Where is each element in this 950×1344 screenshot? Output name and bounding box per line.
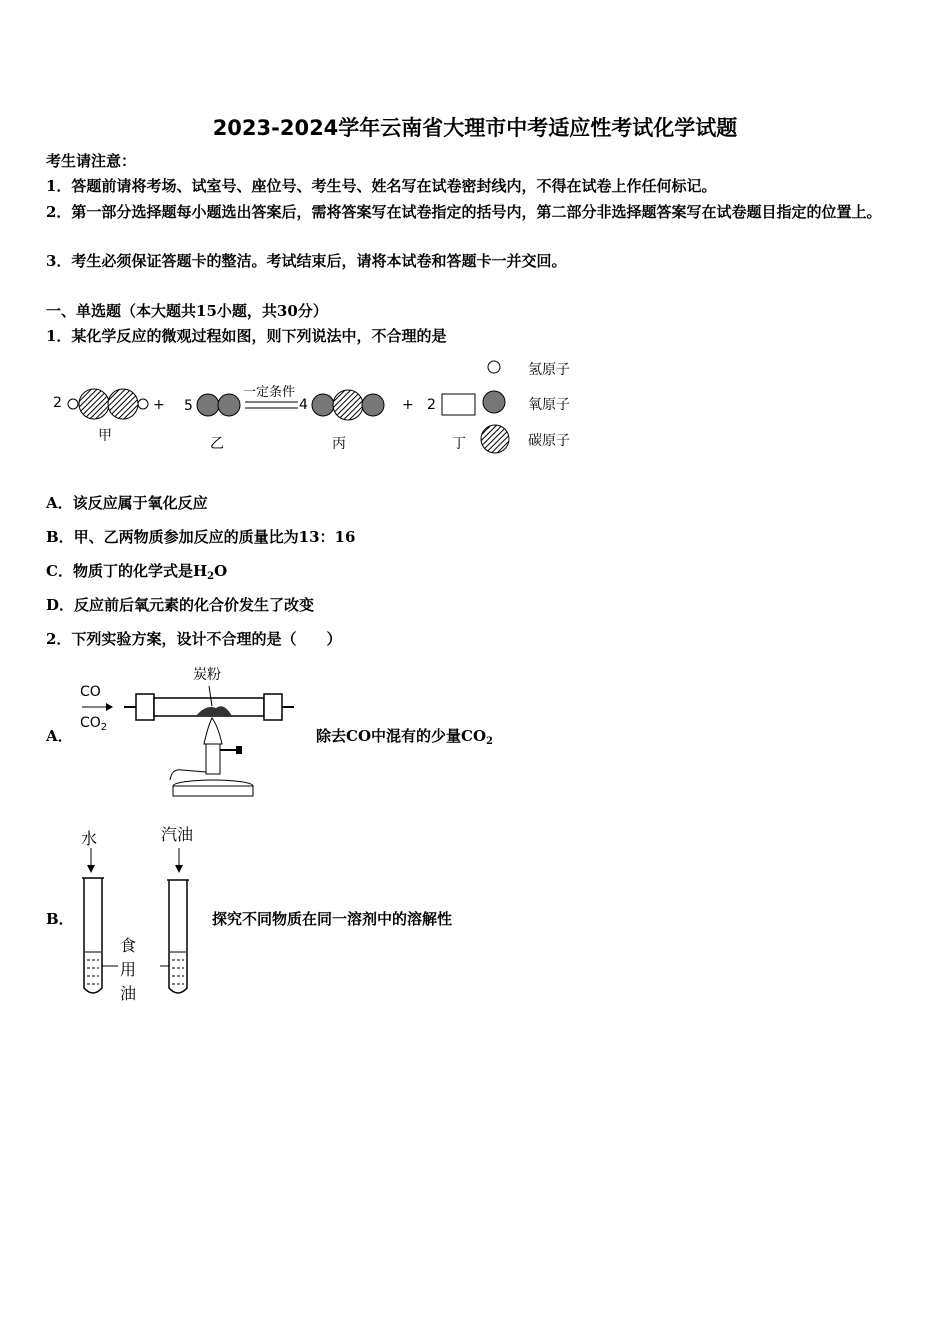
legend-o-label: 氧原子 bbox=[528, 397, 570, 413]
section-heading: 一、单选题（本大题共15小题，共30分） bbox=[46, 302, 328, 320]
notice-item-1: 1．答题前请将考场、试室号、座位号、考生号、姓名写在试卷密封线内，不得在试卷上作任何标记。 bbox=[46, 177, 717, 195]
page-title: 2023-2024学年云南省大理市中考适应性考试化学试题 bbox=[212, 116, 738, 140]
reaction-diagram bbox=[40, 355, 600, 460]
apparatus-a bbox=[76, 660, 306, 805]
q2-a-label: A． bbox=[46, 727, 73, 745]
o-atom bbox=[218, 394, 240, 416]
reaction-condition: 一定条件 bbox=[243, 385, 296, 400]
o-atom bbox=[362, 394, 384, 416]
h-atom bbox=[68, 399, 78, 409]
legend-c-label: 碳原子 bbox=[528, 433, 570, 449]
plus-2: + bbox=[402, 397, 414, 413]
c-atom bbox=[333, 390, 363, 420]
label-water: 水 bbox=[81, 829, 98, 848]
label-co: CO bbox=[80, 684, 101, 700]
label-carbon-powder: 炭粉 bbox=[193, 667, 221, 683]
h-atom bbox=[138, 399, 148, 409]
q2-a-text: 除去CO中混有的少量$CO_2$ bbox=[316, 727, 493, 747]
label-oil-2: 用 bbox=[120, 960, 137, 979]
notice-heading: 考生请注意： bbox=[46, 152, 137, 170]
label-oil-3: 油 bbox=[120, 984, 137, 1003]
q2-stem: 2．下列实验方案，设计不合理的是（ ） bbox=[46, 630, 342, 648]
q1-option-d: D．反应前后氧元素的化合价发生了改变 bbox=[46, 596, 315, 614]
c-atom bbox=[79, 389, 109, 419]
legend-c-atom bbox=[481, 425, 509, 453]
name-ding: 丁 bbox=[452, 436, 466, 452]
q1-option-c: C．物质丁的化学式是$H_2O$ bbox=[46, 562, 228, 582]
o-atom bbox=[197, 394, 219, 416]
coef-jia: 2 bbox=[53, 395, 62, 411]
reaction-svg bbox=[40, 355, 600, 460]
legend-h-label: 氢原子 bbox=[528, 362, 570, 378]
legend-o-atom bbox=[483, 391, 505, 413]
q1-option-a: A．该反应属于氧化反应 bbox=[46, 494, 208, 512]
plus-1: + bbox=[153, 397, 165, 413]
c-atom bbox=[108, 389, 138, 419]
label-gasoline: 汽油 bbox=[161, 825, 194, 844]
notice-item-2: 2．第一部分选择题每小题选出答案后，需将答案写在试卷指定的括号内，第二部分非选择题答案写在试卷题目指定的位置上。 bbox=[46, 203, 882, 221]
name-bing: 丙 bbox=[332, 436, 346, 452]
apparatus-b bbox=[72, 820, 212, 1005]
q2-b-label: B． bbox=[46, 910, 74, 928]
notice-item-3: 3．考生必须保证答题卡的整洁。考试结束后，请将本试卷和答题卡一并交回。 bbox=[46, 252, 567, 270]
name-jia: 甲 bbox=[98, 428, 112, 444]
coef-ding: 2 bbox=[427, 397, 436, 413]
legend-h-atom bbox=[488, 361, 500, 373]
label-co2: $CO_2$ bbox=[80, 715, 108, 733]
q1-stem: 1．某化学反应的微观过程如图，则下列说法中，不合理的是 bbox=[46, 327, 447, 345]
label-oil-1: 食 bbox=[120, 936, 137, 955]
coef-bing: 4 bbox=[299, 397, 308, 413]
unknown-box bbox=[442, 394, 475, 415]
apparatus-a-svg bbox=[76, 660, 306, 805]
o-atom bbox=[312, 394, 334, 416]
name-yi: 乙 bbox=[210, 436, 224, 452]
coef-yi: 5 bbox=[184, 398, 193, 414]
q2-b-text: 探究不同物质在同一溶剂中的溶解性 bbox=[212, 910, 453, 928]
q1-option-b: B．甲、乙两物质参加反应的质量比为13：16 bbox=[46, 528, 356, 546]
